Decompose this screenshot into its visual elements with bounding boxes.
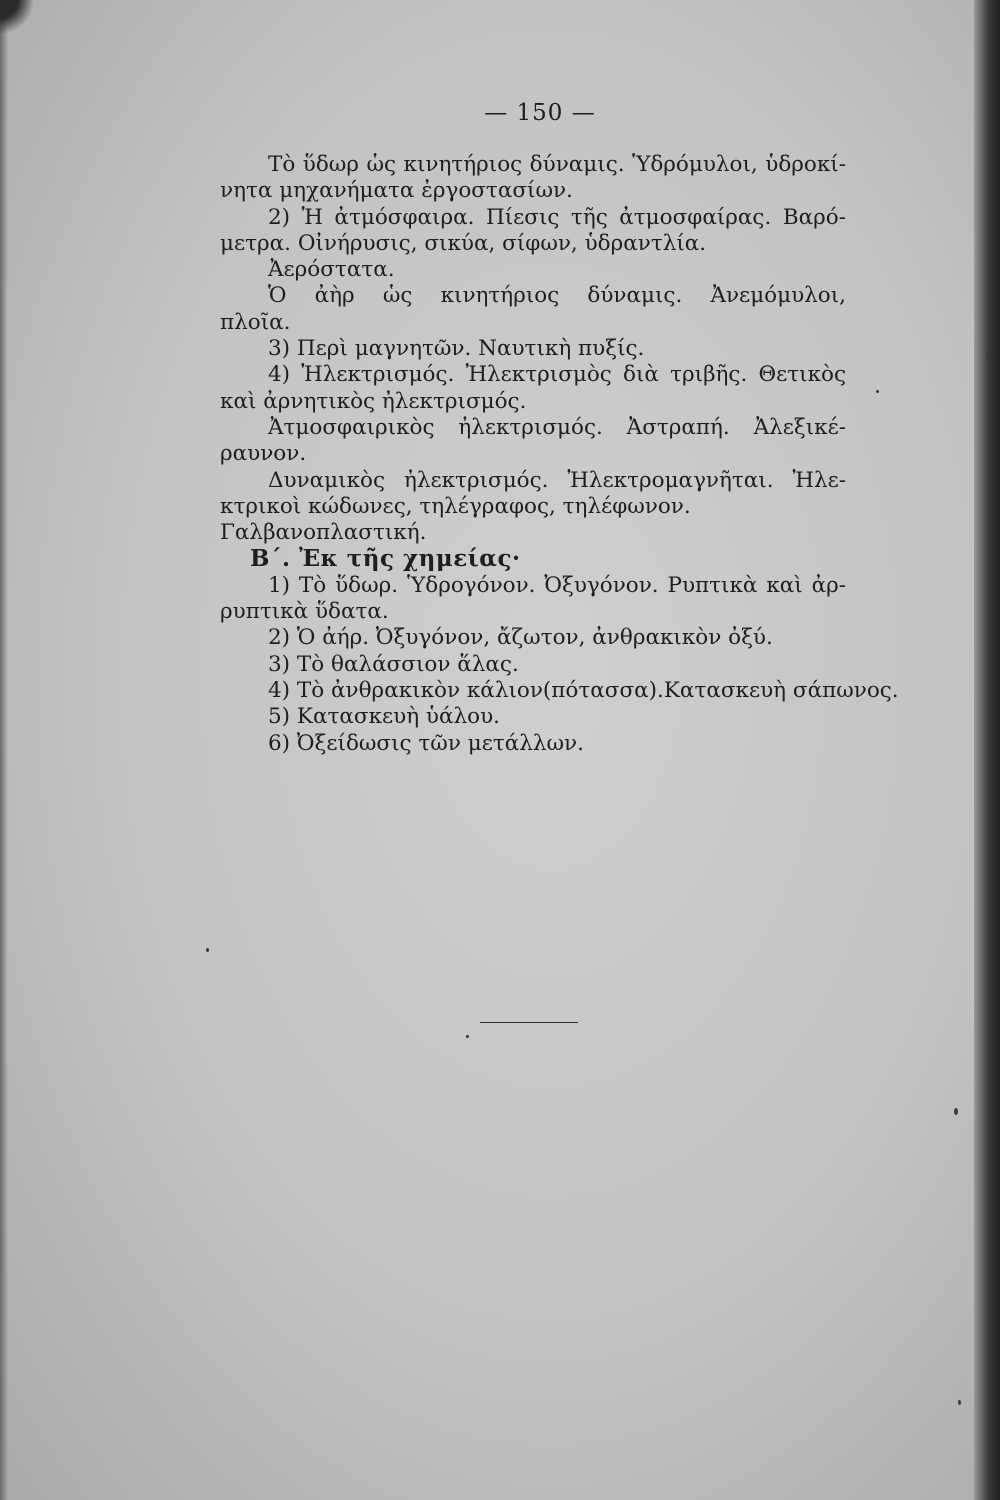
text-line: κτρικοὶ κώδωνες, τηλέγραφος, τηλέφωνον. xyxy=(220,493,691,519)
ink-speck xyxy=(986,352,990,358)
section-heading: Β΄. Ἐκ τῆς χημείας· xyxy=(250,545,521,573)
text-line: πλοῖα. xyxy=(220,309,291,335)
end-rule xyxy=(480,1022,578,1023)
page-right-binding-shadow xyxy=(974,0,1000,1500)
text-line: 2) Ἡ ἀτμόσφαιρα. Πίεσις τῆς ἀτμοσφαίρας. Βαρό- xyxy=(268,204,846,230)
text-line: καὶ ἀρνητικὸς ἠλεκτρισμός. xyxy=(220,388,527,414)
text-line: Ἀτμοσφαιρικὸς ἠλεκτρισμός. Ἀστραπή. Ἀλεξικέ- xyxy=(268,414,846,440)
text-line: Δυναμικὸς ἠλεκτρισμός. Ἠλεκτρομαγνῆται. Ἠλε- xyxy=(268,467,846,493)
ink-speck xyxy=(958,1400,961,1405)
body-text xyxy=(220,152,899,757)
page-number: — 150 — xyxy=(484,100,596,126)
text-line: 1) Τὸ ὕδωρ. Ὑδρογόνον. Ὀξυγόνον. Ρυπτικὰ καὶ ἀρ- xyxy=(268,572,846,598)
text-line: Ἀερόστατα. xyxy=(268,257,395,283)
ink-speck xyxy=(876,390,879,393)
text-line: 4) Ἠλεκτρισμός. Ἠλεκτρισμὸς διὰ τριβῆς. Θετικὸς xyxy=(268,362,846,388)
text-line: μετρα. Οἰνήρυσις, σικύα, σίφων, ὑδραντλία. xyxy=(220,230,707,256)
ink-speck xyxy=(954,1108,958,1115)
corner-stain xyxy=(0,0,34,60)
text-line: 4) Τὸ ἀνθρακικὸν κάλιον(πότασσα).Κατασκευὴ σάπωνος. xyxy=(268,677,899,703)
text-line: 3) Περὶ μαγνητῶν. Ναυτικὴ πυξίς. xyxy=(268,336,645,362)
text-line: 5) Κατασκευὴ ὑάλου. xyxy=(268,704,500,730)
text-line: 2) Ὁ ἀήρ. Ὀξυγόνον, ἄζωτον, ἀνθρακικὸν ὀξύ. xyxy=(268,625,773,651)
text-line: ραυνον. xyxy=(220,441,307,467)
text-line: Γαλβανοπλαστική. xyxy=(220,520,427,546)
page-left-shadow xyxy=(0,0,8,1500)
text-line: 6) Ὀξείδωσις τῶν μετάλλων. xyxy=(268,730,584,756)
text-line: ρυπτικὰ ὕδατα. xyxy=(220,599,389,625)
ink-speck xyxy=(466,1035,469,1038)
text-line: Ὁ ἀὴρ ὡς κινητήριος δύναμις. Ἀνεμόμυλοι, xyxy=(268,283,846,309)
text-line: 3) Τὸ θαλάσσιον ἅλας. xyxy=(268,651,519,677)
text-line: Τὸ ὕδωρ ὡς κινητήριος δύναμις. Ὑδρόμυλοι, ὑδροκί- xyxy=(268,152,846,177)
ink-speck xyxy=(206,948,209,952)
text-line: νητα μηχανήματα ἐργοστασίων. xyxy=(220,178,573,204)
